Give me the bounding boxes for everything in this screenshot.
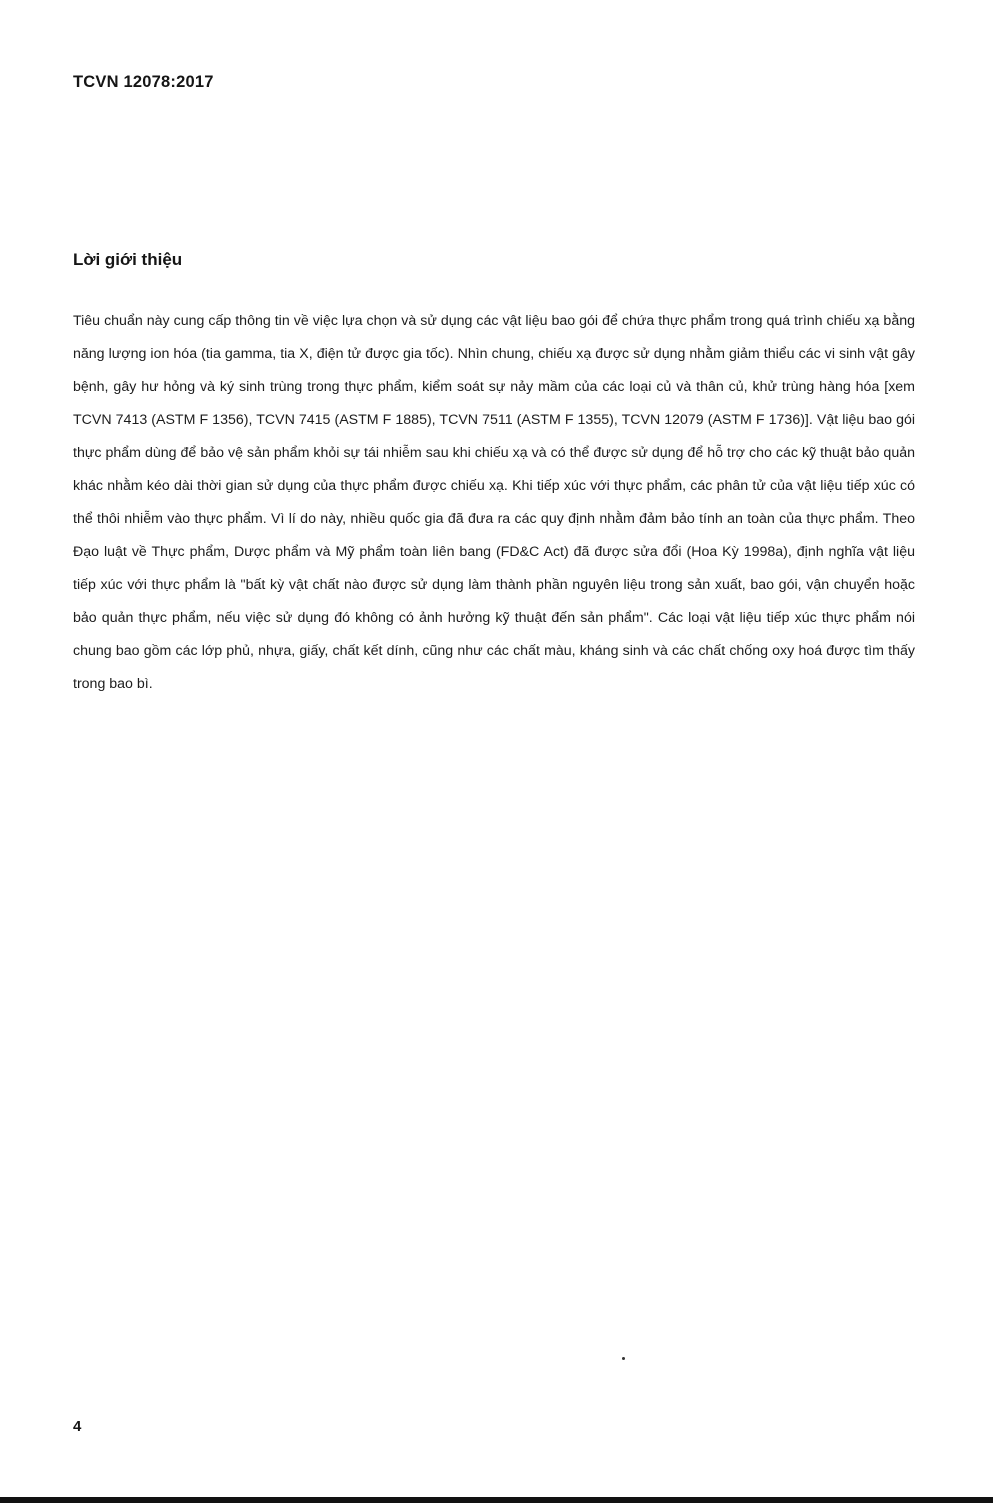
standard-code-header: TCVN 12078:2017 <box>73 73 214 91</box>
scan-speck <box>622 1357 625 1360</box>
section-title: Lời giới thiệu <box>73 250 183 269</box>
scan-bottom-edge <box>0 1497 993 1503</box>
introduction-paragraph: Tiêu chuẩn này cung cấp thông tin về việc lựa chọn và sử dụng các vật liệu bao gói để chứa thực phẩm trong quá trình chiếu xạ bằng năng lượng ion hóa (tia gamma, tia X, điện tử được gia tốc). Nhìn chung, chiếu xạ được sử dụng nhằm giảm thiểu các vi sinh vật gây bệnh, gây hư hỏng và ký sinh trùng trong thực phẩm, kiểm soát sự nảy mầm của các loại củ và thân củ, khử trùng hàng hóa [xem TCVN 7413 (ASTM F 1356), TCVN 7415 (ASTM F 1885), TCVN 7511 (ASTM F 1355), TCVN 12079 (ASTM F 1736)]. Vật liệu bao gói thực phẩm dùng để bảo vệ sản phẩm khỏi sự tái nhiễm sau khi chiếu xạ và có thể được sử dụng để hỗ trợ cho các kỹ thuật bảo quản khác nhằm kéo dài thời gian sử dụng của thực phẩm được chiếu xạ. Khi tiếp xúc với thực phẩm, các phân tử của vật liệu tiếp xúc có thể thôi nhiễm vào thực phẩm. Vì lí do này, nhiều quốc gia đã đưa ra các quy định nhằm đảm bảo tính an toàn của thực phẩm. Theo Đạo luật về Thực phẩm, Dược phẩm và Mỹ phẩm toàn liên bang (FD&C Act) đã được sửa đổi (Hoa Kỳ 1998a), định nghĩa vật liệu tiếp xúc với thực phẩm là "bất kỳ vật chất nào được sử dụng làm thành phần nguyên liệu trong sản xuất, bao gói, vận chuyển hoặc bảo quản thực phẩm, nếu việc sử dụng đó không có ảnh hưởng kỹ thuật đến sản phẩm". Các loại vật liệu tiếp xúc thực phẩm nói chung bao gồm các lớp phủ, nhựa, giấy, chất kết dính, cũng như các chất màu, kháng sinh và các chất chống oxy hoá được tìm thấy trong bao bì. <box>73 313 915 692</box>
page-number: 4 <box>73 1418 82 1435</box>
